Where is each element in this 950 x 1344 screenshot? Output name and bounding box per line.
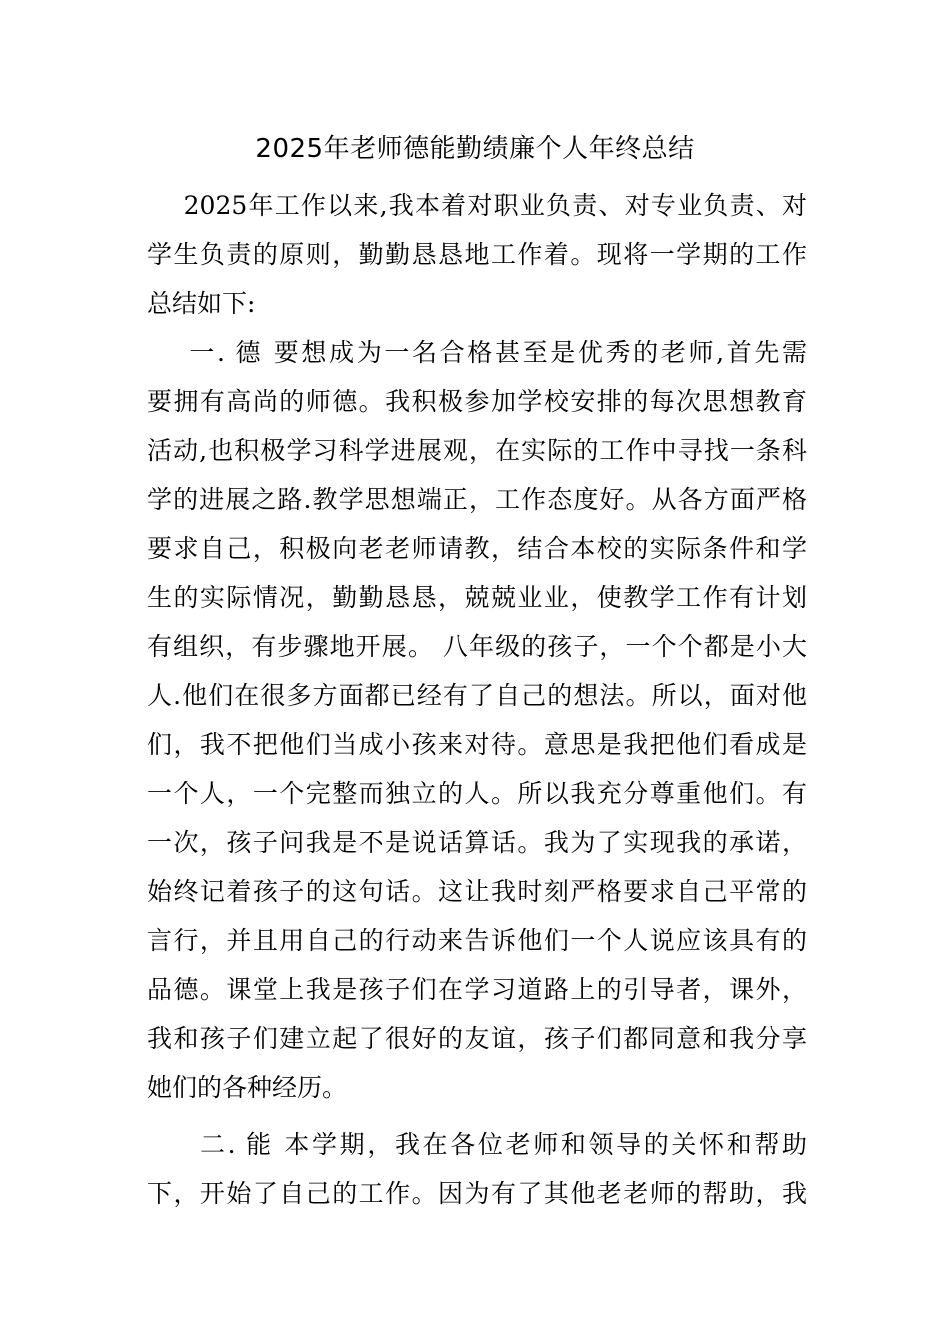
text-line: 一次，孩子问我是不是说话算话。我为了实现我的承诺， bbox=[147, 828, 807, 857]
text-line: 学生负责的原则，勤勤恳恳地工作着。现将一学期的工作 bbox=[147, 240, 807, 269]
text-line: 总结如下: bbox=[147, 289, 256, 318]
text-line: 学的进展之路.教学思想端正，工作态度好。从各方面严格 bbox=[147, 485, 807, 514]
text-line: 始终记着孩子的这句话。这让我时刻严格要求自己平常的 bbox=[147, 877, 807, 906]
section-de-paragraph bbox=[147, 328, 807, 1112]
intro-paragraph bbox=[147, 181, 807, 328]
text-line: 人.他们在很多方面都已经有了自己的想法。所以，面对他 bbox=[147, 681, 807, 710]
text-line: 一. 德 要想成为一名合格甚至是优秀的老师,首先需 bbox=[147, 338, 807, 367]
text-line: 2025年工作以来,我本着对职业负责、对专业负责、对 bbox=[147, 191, 807, 220]
text-line: 品德。课堂上我是孩子们在学习道路上的引导者，课外， bbox=[147, 975, 807, 1004]
text-line: 生的实际情况，勤勤恳恳，兢兢业业，使教学工作有计划 bbox=[147, 583, 807, 612]
text-line: 有组织，有步骤地开展。 八年级的孩子，一个个都是小大 bbox=[147, 632, 807, 661]
text-line: 下，开始了自己的工作。因为有了其他老老师的帮助，我 bbox=[147, 1179, 807, 1208]
text-line: 要求自己，积极向老老师请教，结合本校的实际条件和学 bbox=[147, 534, 807, 563]
text-line: 要拥有高尚的师德。我积极参加学校安排的每次思想教育 bbox=[147, 387, 807, 416]
text-line: 她们的各种经历。 bbox=[147, 1073, 348, 1102]
text-line: 们，我不把他们当成小孩来对待。意思是我把他们看成是 bbox=[147, 730, 807, 759]
text-line: 我和孩子们建立起了很好的友谊，孩子们都同意和我分享 bbox=[147, 1024, 807, 1053]
text-line: 一个人，一个完整而独立的人。所以我充分尊重他们。有 bbox=[147, 779, 807, 808]
text-line: 二. 能 本学期，我在各位老师和领导的关怀和帮助 bbox=[147, 1130, 807, 1159]
text-line: 活动,也积极学习科学进展观，在实际的工作中寻找一条科 bbox=[147, 436, 807, 465]
document-title: 2025年老师德能勤绩廉个人年终总结 bbox=[255, 134, 695, 164]
section-neng-paragraph bbox=[147, 1120, 807, 1218]
text-line: 言行，并且用自己的行动来告诉他们一个人说应该具有的 bbox=[147, 926, 807, 955]
